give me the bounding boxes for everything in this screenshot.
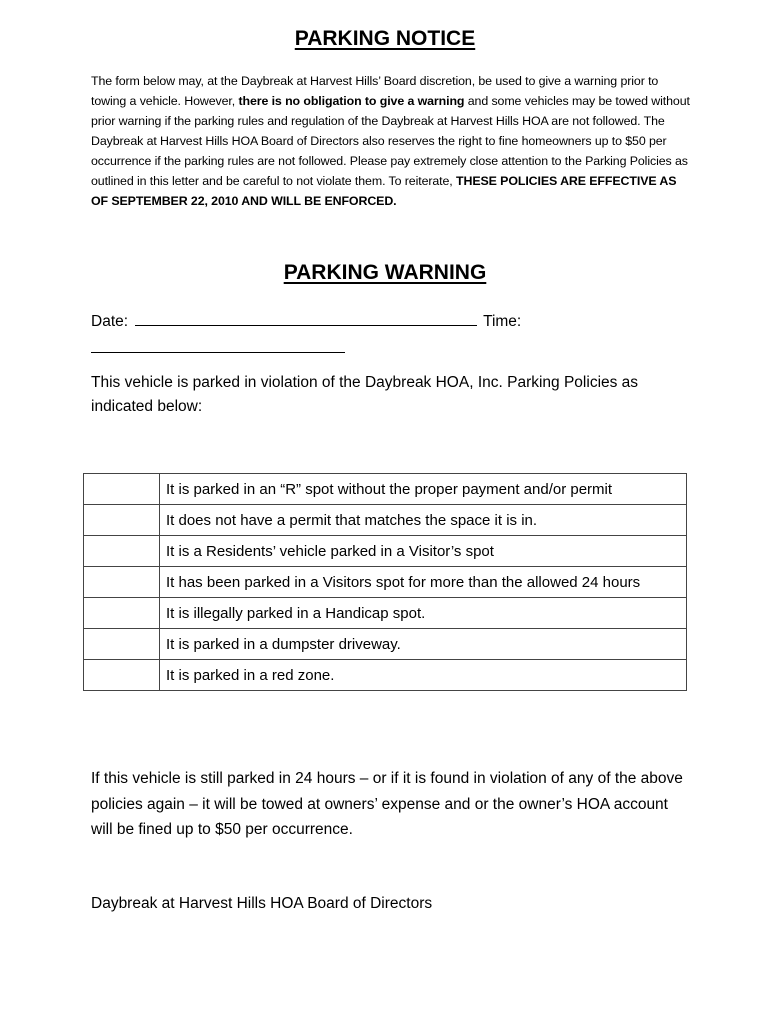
violation-text: It is parked in a red zone. [160, 660, 687, 691]
notice-bold-2: THESE POLICIES ARE EFFECTIVE AS OF SEPTEMBER 22, 2010 AND WILL BE ENFORCED. [91, 174, 677, 208]
date-label: Date: [91, 313, 129, 330]
checkbox-cell[interactable] [84, 660, 160, 691]
table-row [84, 598, 687, 629]
signature-line: Daybreak at Harvest Hills HOA Board of Directors [91, 895, 433, 912]
violation-text: It is parked in a dumpster driveway. [160, 629, 687, 660]
violation-text: It is illegally parked in a Handicap spot. [160, 598, 687, 629]
date-time-row [91, 309, 521, 331]
table-row [84, 629, 687, 660]
checkbox-cell[interactable] [84, 567, 160, 598]
warning-title: PARKING WARNING [283, 261, 487, 284]
notice-bold-1: there is no obligation to give a warning [238, 94, 465, 108]
table-row [84, 474, 687, 505]
date-field-line[interactable] [135, 309, 477, 326]
table-row [84, 660, 687, 691]
violation-text: It does not have a permit that matches the space it is in. [160, 505, 687, 536]
time-label: Time: [483, 313, 522, 330]
notice-paragraph [91, 71, 691, 211]
checkbox-cell[interactable] [84, 629, 160, 660]
violation-text: It has been parked in a Visitors spot for more than the allowed 24 hours [160, 567, 687, 598]
violations-table [83, 473, 687, 691]
checkbox-cell[interactable] [84, 598, 160, 629]
checkbox-cell[interactable] [84, 536, 160, 567]
notice-text-2: and some vehicles may be towed without prior warning if the parking rules and regulation of the Daybreak at Harvest Hills HOA are not followed. The Daybreak at Harvest Hills HOA Board of Directors also reserves the right to fine homeowners up to $50 per occurrence if the parking rules are not followed. Please pay extremely close attention to the Parking Policies as outlined in this letter and be careful to not violate them. To reiterate, [91, 94, 690, 188]
checkbox-cell[interactable] [84, 474, 160, 505]
violation-text: It is a Residents’ vehicle parked in a Visitor’s spot [160, 536, 687, 567]
violation-intro: This vehicle is parked in violation of the Daybreak HOA, Inc. Parking Policies as indicated below: [91, 374, 639, 415]
checkbox-cell[interactable] [84, 505, 160, 536]
table-row [84, 536, 687, 567]
notice-text-1: The form below may, at the Daybreak at Harvest Hills’ Board discretion, be used to give a warning prior to towing a vehicle. However, [91, 74, 659, 108]
table-row [84, 567, 687, 598]
notice-title: PARKING NOTICE [294, 27, 476, 50]
time-field-line[interactable] [91, 352, 345, 353]
violation-text: It is parked in an “R” spot without the proper payment and/or permit [160, 474, 687, 505]
table-row [84, 505, 687, 536]
closing-paragraph: If this vehicle is still parked in 24 hours – or if it is found in violation of any of the above policies again – it will be towed at owners’ expense and or the owner’s HOA account will be fined up to $50 per occurrence. [91, 770, 683, 838]
